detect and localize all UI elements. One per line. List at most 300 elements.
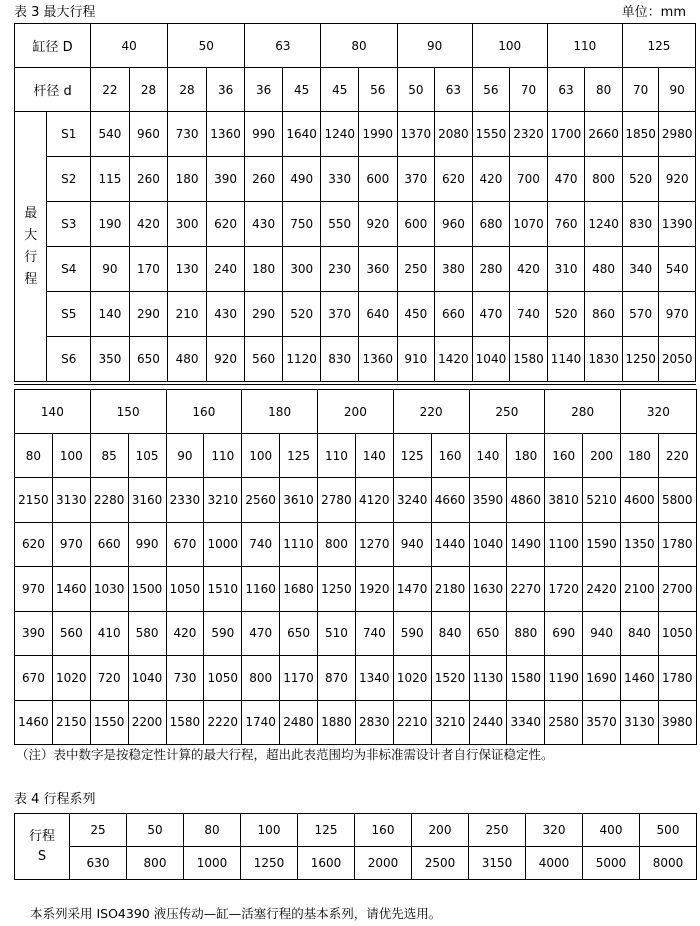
stroke-series-value: 250 xyxy=(469,814,526,847)
stroke-value: 300 xyxy=(282,247,321,292)
stroke-value: 2280 xyxy=(90,478,128,523)
rod-value: 56 xyxy=(359,68,398,112)
stroke-value: 430 xyxy=(206,292,245,337)
stroke-row xyxy=(15,567,697,612)
stroke-value: 760 xyxy=(547,202,585,247)
stroke-value: 470 xyxy=(472,292,510,337)
stroke-value: 2700 xyxy=(658,567,696,612)
rod-value: 180 xyxy=(621,434,659,478)
stroke-value: 1240 xyxy=(585,202,623,247)
stroke-value: 1880 xyxy=(318,700,356,745)
stroke-value: 290 xyxy=(245,292,283,337)
bore-value: 90 xyxy=(397,24,472,68)
stroke-value: 350 xyxy=(91,337,130,382)
stroke-value: 3340 xyxy=(507,700,545,745)
stroke-value: 1020 xyxy=(52,656,90,701)
stroke-value: 920 xyxy=(206,337,245,382)
stroke-value: 470 xyxy=(242,611,280,656)
stroke-value: 1040 xyxy=(128,656,166,701)
rod-value: 105 xyxy=(128,434,166,478)
stroke-value: 730 xyxy=(168,112,207,157)
stroke-series-value: 1250 xyxy=(241,847,298,880)
rod-value: 110 xyxy=(204,434,242,478)
stroke-row xyxy=(15,337,696,382)
stroke-value: 1120 xyxy=(282,337,321,382)
stroke-row-label: S4 xyxy=(47,247,91,292)
stroke-value: 1850 xyxy=(622,112,659,157)
stroke-value: 520 xyxy=(622,157,659,202)
stroke-value: 1130 xyxy=(469,656,507,701)
stroke-value: 970 xyxy=(15,567,53,612)
stroke-row-label: S5 xyxy=(47,292,91,337)
stroke-value: 670 xyxy=(15,656,53,701)
bore-value: 280 xyxy=(545,390,621,434)
stroke-value: 1110 xyxy=(280,522,318,567)
stroke-value: 1050 xyxy=(658,611,696,656)
stroke-value: 1580 xyxy=(166,700,204,745)
stroke-row xyxy=(15,157,696,202)
stroke-value: 250 xyxy=(397,247,435,292)
table3-title: 表 3 最大行程 xyxy=(14,5,96,20)
stroke-row xyxy=(15,478,697,523)
stroke-value: 230 xyxy=(321,247,359,292)
stroke-value: 660 xyxy=(90,522,128,567)
rod-value: 140 xyxy=(355,434,393,478)
bore-value: 40 xyxy=(91,24,168,68)
stroke-series-value: 160 xyxy=(355,814,412,847)
stroke-value: 970 xyxy=(659,292,696,337)
table4-note: 本系列采用 ISO4390 液压传动—缸—活塞行程的基本系列，请优先选用。 xyxy=(30,906,442,921)
stroke-value: 1500 xyxy=(128,567,166,612)
stroke-series-value: 50 xyxy=(127,814,184,847)
stroke-value: 800 xyxy=(242,656,280,701)
stroke-series-value: 2500 xyxy=(412,847,469,880)
stroke-series-value: 400 xyxy=(583,814,640,847)
stroke-value: 1580 xyxy=(510,337,548,382)
rod-value: 56 xyxy=(472,68,510,112)
stroke-value: 1550 xyxy=(90,700,128,745)
stroke-series-value: 2000 xyxy=(355,847,412,880)
stroke-row xyxy=(15,247,696,292)
stroke-value: 170 xyxy=(129,247,168,292)
stroke-value: 2080 xyxy=(435,112,473,157)
stroke-value: 650 xyxy=(469,611,507,656)
stroke-value: 2180 xyxy=(431,567,469,612)
stroke-value: 940 xyxy=(583,611,621,656)
rod-value: 90 xyxy=(659,68,696,112)
rod-value: 36 xyxy=(245,68,283,112)
rod-value: 63 xyxy=(547,68,585,112)
stroke-value: 420 xyxy=(129,202,168,247)
stroke-row xyxy=(15,611,697,656)
stroke-value: 590 xyxy=(204,611,242,656)
stroke-value: 650 xyxy=(280,611,318,656)
stroke-series-value: 5000 xyxy=(583,847,640,880)
stroke-value: 1470 xyxy=(393,567,431,612)
stroke-value: 420 xyxy=(166,611,204,656)
stroke-row xyxy=(15,522,697,567)
stroke-value: 4600 xyxy=(621,478,659,523)
stroke-value: 1360 xyxy=(359,337,398,382)
stroke-value: 4120 xyxy=(355,478,393,523)
max-stroke-label-char: 程 xyxy=(24,271,38,287)
rod-value: 140 xyxy=(469,434,507,478)
stroke-value: 520 xyxy=(282,292,321,337)
stroke-value: 990 xyxy=(245,112,283,157)
rod-value: 50 xyxy=(397,68,435,112)
stroke-value: 330 xyxy=(321,157,359,202)
stroke-value: 3210 xyxy=(431,700,469,745)
stroke-value: 970 xyxy=(52,522,90,567)
stroke-value: 1520 xyxy=(431,656,469,701)
stroke-value: 1680 xyxy=(280,567,318,612)
stroke-value: 1780 xyxy=(658,656,696,701)
stroke-value: 590 xyxy=(393,611,431,656)
bore-value: 80 xyxy=(321,24,397,68)
stroke-value: 2980 xyxy=(659,112,696,157)
stroke-value: 920 xyxy=(359,202,398,247)
stroke-value: 2320 xyxy=(510,112,548,157)
stroke-value: 3570 xyxy=(583,700,621,745)
stroke-value: 390 xyxy=(15,611,53,656)
stroke-value: 115 xyxy=(91,157,130,202)
bore-value: 100 xyxy=(472,24,547,68)
stroke-value: 1460 xyxy=(621,656,659,701)
table3-unit: 单位：mm xyxy=(621,5,686,20)
stroke-value: 840 xyxy=(431,611,469,656)
stroke-series-label xyxy=(15,814,70,880)
stroke-value: 560 xyxy=(52,611,90,656)
stroke-value: 1920 xyxy=(355,567,393,612)
stroke-value: 1170 xyxy=(280,656,318,701)
stroke-row xyxy=(15,700,697,745)
stroke-value: 3810 xyxy=(545,478,583,523)
stroke-value: 450 xyxy=(397,292,435,337)
stroke-value: 910 xyxy=(397,337,435,382)
stroke-value: 260 xyxy=(245,157,283,202)
rod-value: 28 xyxy=(168,68,207,112)
stroke-value: 880 xyxy=(507,611,545,656)
rod-value: 180 xyxy=(507,434,545,478)
bore-row xyxy=(15,390,697,434)
stroke-row xyxy=(15,292,696,337)
stroke-series-value: 630 xyxy=(70,847,127,880)
stroke-value: 3130 xyxy=(52,478,90,523)
stroke-value: 660 xyxy=(435,292,473,337)
stroke-value: 340 xyxy=(622,247,659,292)
stroke-value: 360 xyxy=(359,247,398,292)
bore-value: 180 xyxy=(242,390,318,434)
stroke-value: 620 xyxy=(206,202,245,247)
stroke-series-value: 8000 xyxy=(640,847,697,880)
stroke-value: 310 xyxy=(547,247,585,292)
bore-value: 160 xyxy=(166,390,242,434)
stroke-value: 1050 xyxy=(166,567,204,612)
stroke-value: 830 xyxy=(321,337,359,382)
bore-value: 200 xyxy=(318,390,394,434)
stroke-value: 540 xyxy=(659,247,696,292)
stroke-value: 800 xyxy=(585,157,623,202)
stroke-value: 990 xyxy=(128,522,166,567)
stroke-value: 600 xyxy=(359,157,398,202)
stroke-series-value: 100 xyxy=(241,814,298,847)
stroke-value: 5800 xyxy=(658,478,696,523)
rod-value: 160 xyxy=(431,434,469,478)
stroke-value: 4660 xyxy=(431,478,469,523)
stroke-value: 1720 xyxy=(545,567,583,612)
stroke-series-value: 125 xyxy=(298,814,355,847)
stroke-value: 580 xyxy=(128,611,166,656)
stroke-value: 1140 xyxy=(547,337,585,382)
stroke-value: 550 xyxy=(321,202,359,247)
rod-value: 70 xyxy=(622,68,659,112)
stroke-value: 420 xyxy=(510,247,548,292)
rod-value: 125 xyxy=(393,434,431,478)
rod-value: 80 xyxy=(15,434,53,478)
stroke-value: 800 xyxy=(318,522,356,567)
stroke-value: 370 xyxy=(321,292,359,337)
stroke-value: 700 xyxy=(510,157,548,202)
stroke-value: 690 xyxy=(545,611,583,656)
stroke-value: 1190 xyxy=(545,656,583,701)
stroke-value: 520 xyxy=(547,292,585,337)
stroke-value: 730 xyxy=(166,656,204,701)
stroke-value: 5210 xyxy=(583,478,621,523)
stroke-value: 870 xyxy=(318,656,356,701)
stroke-value: 1160 xyxy=(242,567,280,612)
stroke-value: 540 xyxy=(91,112,130,157)
stroke-value: 1690 xyxy=(583,656,621,701)
stroke-series-value: 1600 xyxy=(298,847,355,880)
bore-value: 50 xyxy=(168,24,245,68)
table3-part2 xyxy=(14,389,697,745)
stroke-value: 2200 xyxy=(128,700,166,745)
stroke-row xyxy=(15,112,696,157)
stroke-value: 410 xyxy=(90,611,128,656)
stroke-value: 1350 xyxy=(621,522,659,567)
stroke-series-value: 3150 xyxy=(469,847,526,880)
stroke-value: 1250 xyxy=(622,337,659,382)
stroke-value: 130 xyxy=(168,247,207,292)
stroke-value: 830 xyxy=(622,202,659,247)
stroke-value: 3610 xyxy=(280,478,318,523)
stroke-value: 380 xyxy=(435,247,473,292)
rod-value: 28 xyxy=(129,68,168,112)
rod-value: 90 xyxy=(166,434,204,478)
stroke-value: 1070 xyxy=(510,202,548,247)
stroke-value: 1440 xyxy=(431,522,469,567)
stroke-value: 600 xyxy=(397,202,435,247)
rod-value: 125 xyxy=(280,434,318,478)
stroke-series-value: 200 xyxy=(412,814,469,847)
stroke-value: 4860 xyxy=(507,478,545,523)
stroke-value: 640 xyxy=(359,292,398,337)
rod-row xyxy=(15,434,697,478)
stroke-value: 2580 xyxy=(545,700,583,745)
stroke-value: 620 xyxy=(15,522,53,567)
bore-value: 140 xyxy=(15,390,91,434)
stroke-value: 1990 xyxy=(359,112,398,157)
table-divider xyxy=(14,384,696,385)
stroke-value: 1550 xyxy=(472,112,510,157)
stroke-value: 740 xyxy=(510,292,548,337)
stroke-value: 2330 xyxy=(166,478,204,523)
stroke-value: 210 xyxy=(168,292,207,337)
rod-label: 杆径 d xyxy=(15,68,91,112)
stroke-value: 190 xyxy=(91,202,130,247)
stroke-value: 1020 xyxy=(393,656,431,701)
stroke-value: 1830 xyxy=(585,337,623,382)
rod-value: 36 xyxy=(206,68,245,112)
stroke-value: 680 xyxy=(472,202,510,247)
rod-value: 63 xyxy=(435,68,473,112)
stroke-value: 860 xyxy=(585,292,623,337)
stroke-value: 1460 xyxy=(52,567,90,612)
stroke-value: 2150 xyxy=(52,700,90,745)
stroke-value: 3130 xyxy=(621,700,659,745)
rod-value: 70 xyxy=(510,68,548,112)
stroke-value: 3590 xyxy=(469,478,507,523)
stroke-value: 430 xyxy=(245,202,283,247)
stroke-row-label: S1 xyxy=(47,112,91,157)
stroke-value: 740 xyxy=(242,522,280,567)
stroke-value: 650 xyxy=(129,337,168,382)
bore-value: 125 xyxy=(622,24,695,68)
stroke-value: 1390 xyxy=(659,202,696,247)
stroke-series-row xyxy=(15,814,697,847)
table4-stroke-series xyxy=(14,813,697,880)
stroke-value: 2420 xyxy=(583,567,621,612)
bore-label: 缸径 D xyxy=(15,24,91,68)
stroke-value: 420 xyxy=(472,157,510,202)
stroke-value: 1700 xyxy=(547,112,585,157)
stroke-value: 140 xyxy=(91,292,130,337)
stroke-value: 260 xyxy=(129,157,168,202)
stroke-value: 750 xyxy=(282,202,321,247)
table3-note: （注）表中数字是按稳定性计算的最大行程，超出此表范围均为非标准需设计者自行保证稳定性。 xyxy=(16,747,554,762)
stroke-value: 2560 xyxy=(242,478,280,523)
stroke-row-label: S3 xyxy=(47,202,91,247)
stroke-value: 940 xyxy=(393,522,431,567)
stroke-value: 1580 xyxy=(507,656,545,701)
stroke-value: 180 xyxy=(168,157,207,202)
stroke-value: 1740 xyxy=(242,700,280,745)
stroke-value: 1100 xyxy=(545,522,583,567)
stroke-value: 90 xyxy=(91,247,130,292)
rod-value: 200 xyxy=(583,434,621,478)
stroke-value: 480 xyxy=(168,337,207,382)
stroke-value: 740 xyxy=(355,611,393,656)
stroke-series-value: 25 xyxy=(70,814,127,847)
stroke-value: 960 xyxy=(129,112,168,157)
stroke-series-value: 1000 xyxy=(184,847,241,880)
stroke-value: 2210 xyxy=(393,700,431,745)
stroke-value: 1270 xyxy=(355,522,393,567)
table3-part1 xyxy=(14,23,696,382)
stroke-value: 1250 xyxy=(318,567,356,612)
stroke-value: 1780 xyxy=(658,522,696,567)
stroke-series-value: 800 xyxy=(127,847,184,880)
stroke-value: 1630 xyxy=(469,567,507,612)
stroke-value: 1640 xyxy=(282,112,321,157)
stroke-series-value: 4000 xyxy=(526,847,583,880)
stroke-value: 2830 xyxy=(355,700,393,745)
stroke-value: 3980 xyxy=(658,700,696,745)
stroke-value: 1030 xyxy=(90,567,128,612)
rod-value: 160 xyxy=(545,434,583,478)
stroke-value: 2660 xyxy=(585,112,623,157)
stroke-series-value: 320 xyxy=(526,814,583,847)
rod-value: 45 xyxy=(282,68,321,112)
stroke-value: 1340 xyxy=(355,656,393,701)
stroke-value: 1040 xyxy=(469,522,507,567)
stroke-series-label-top: 行程 xyxy=(28,828,55,844)
stroke-row xyxy=(15,656,697,701)
bore-value: 250 xyxy=(469,390,545,434)
table4-title: 表 4 行程系列 xyxy=(14,792,96,807)
rod-value: 110 xyxy=(318,434,356,478)
stroke-value: 480 xyxy=(585,247,623,292)
max-stroke-label-char: 行 xyxy=(24,249,38,265)
stroke-value: 370 xyxy=(397,157,435,202)
stroke-value: 180 xyxy=(245,247,283,292)
stroke-row-label: S2 xyxy=(47,157,91,202)
stroke-value: 470 xyxy=(547,157,585,202)
stroke-series-value: 80 xyxy=(184,814,241,847)
rod-value: 100 xyxy=(242,434,280,478)
stroke-value: 2480 xyxy=(280,700,318,745)
stroke-value: 2270 xyxy=(507,567,545,612)
stroke-value: 1590 xyxy=(583,522,621,567)
stroke-value: 390 xyxy=(206,157,245,202)
stroke-value: 240 xyxy=(206,247,245,292)
stroke-value: 1360 xyxy=(206,112,245,157)
stroke-value: 720 xyxy=(90,656,128,701)
stroke-value: 1040 xyxy=(472,337,510,382)
stroke-value: 2100 xyxy=(621,567,659,612)
stroke-value: 2780 xyxy=(318,478,356,523)
stroke-value: 2050 xyxy=(659,337,696,382)
stroke-value: 2220 xyxy=(204,700,242,745)
stroke-value: 1000 xyxy=(204,522,242,567)
stroke-value: 2150 xyxy=(15,478,53,523)
stroke-value: 490 xyxy=(282,157,321,202)
bore-value: 150 xyxy=(90,390,166,434)
stroke-value: 1510 xyxy=(204,567,242,612)
stroke-value: 1420 xyxy=(435,337,473,382)
bore-value: 220 xyxy=(393,390,469,434)
stroke-row-label: S6 xyxy=(47,337,91,382)
bore-value: 110 xyxy=(547,24,622,68)
stroke-value: 1490 xyxy=(507,522,545,567)
stroke-value: 2440 xyxy=(469,700,507,745)
stroke-value: 920 xyxy=(659,157,696,202)
max-stroke-label xyxy=(15,112,47,382)
stroke-value: 560 xyxy=(245,337,283,382)
rod-value: 45 xyxy=(321,68,359,112)
max-stroke-label-char: 最 xyxy=(24,205,38,221)
rod-value: 220 xyxy=(658,434,696,478)
stroke-value: 1460 xyxy=(15,700,53,745)
stroke-value: 1240 xyxy=(321,112,359,157)
stroke-series-value: 500 xyxy=(640,814,697,847)
stroke-value: 1050 xyxy=(204,656,242,701)
stroke-value: 670 xyxy=(166,522,204,567)
stroke-value: 3210 xyxy=(204,478,242,523)
stroke-series-label-bottom: S xyxy=(37,848,47,864)
stroke-value: 510 xyxy=(318,611,356,656)
stroke-value: 840 xyxy=(621,611,659,656)
